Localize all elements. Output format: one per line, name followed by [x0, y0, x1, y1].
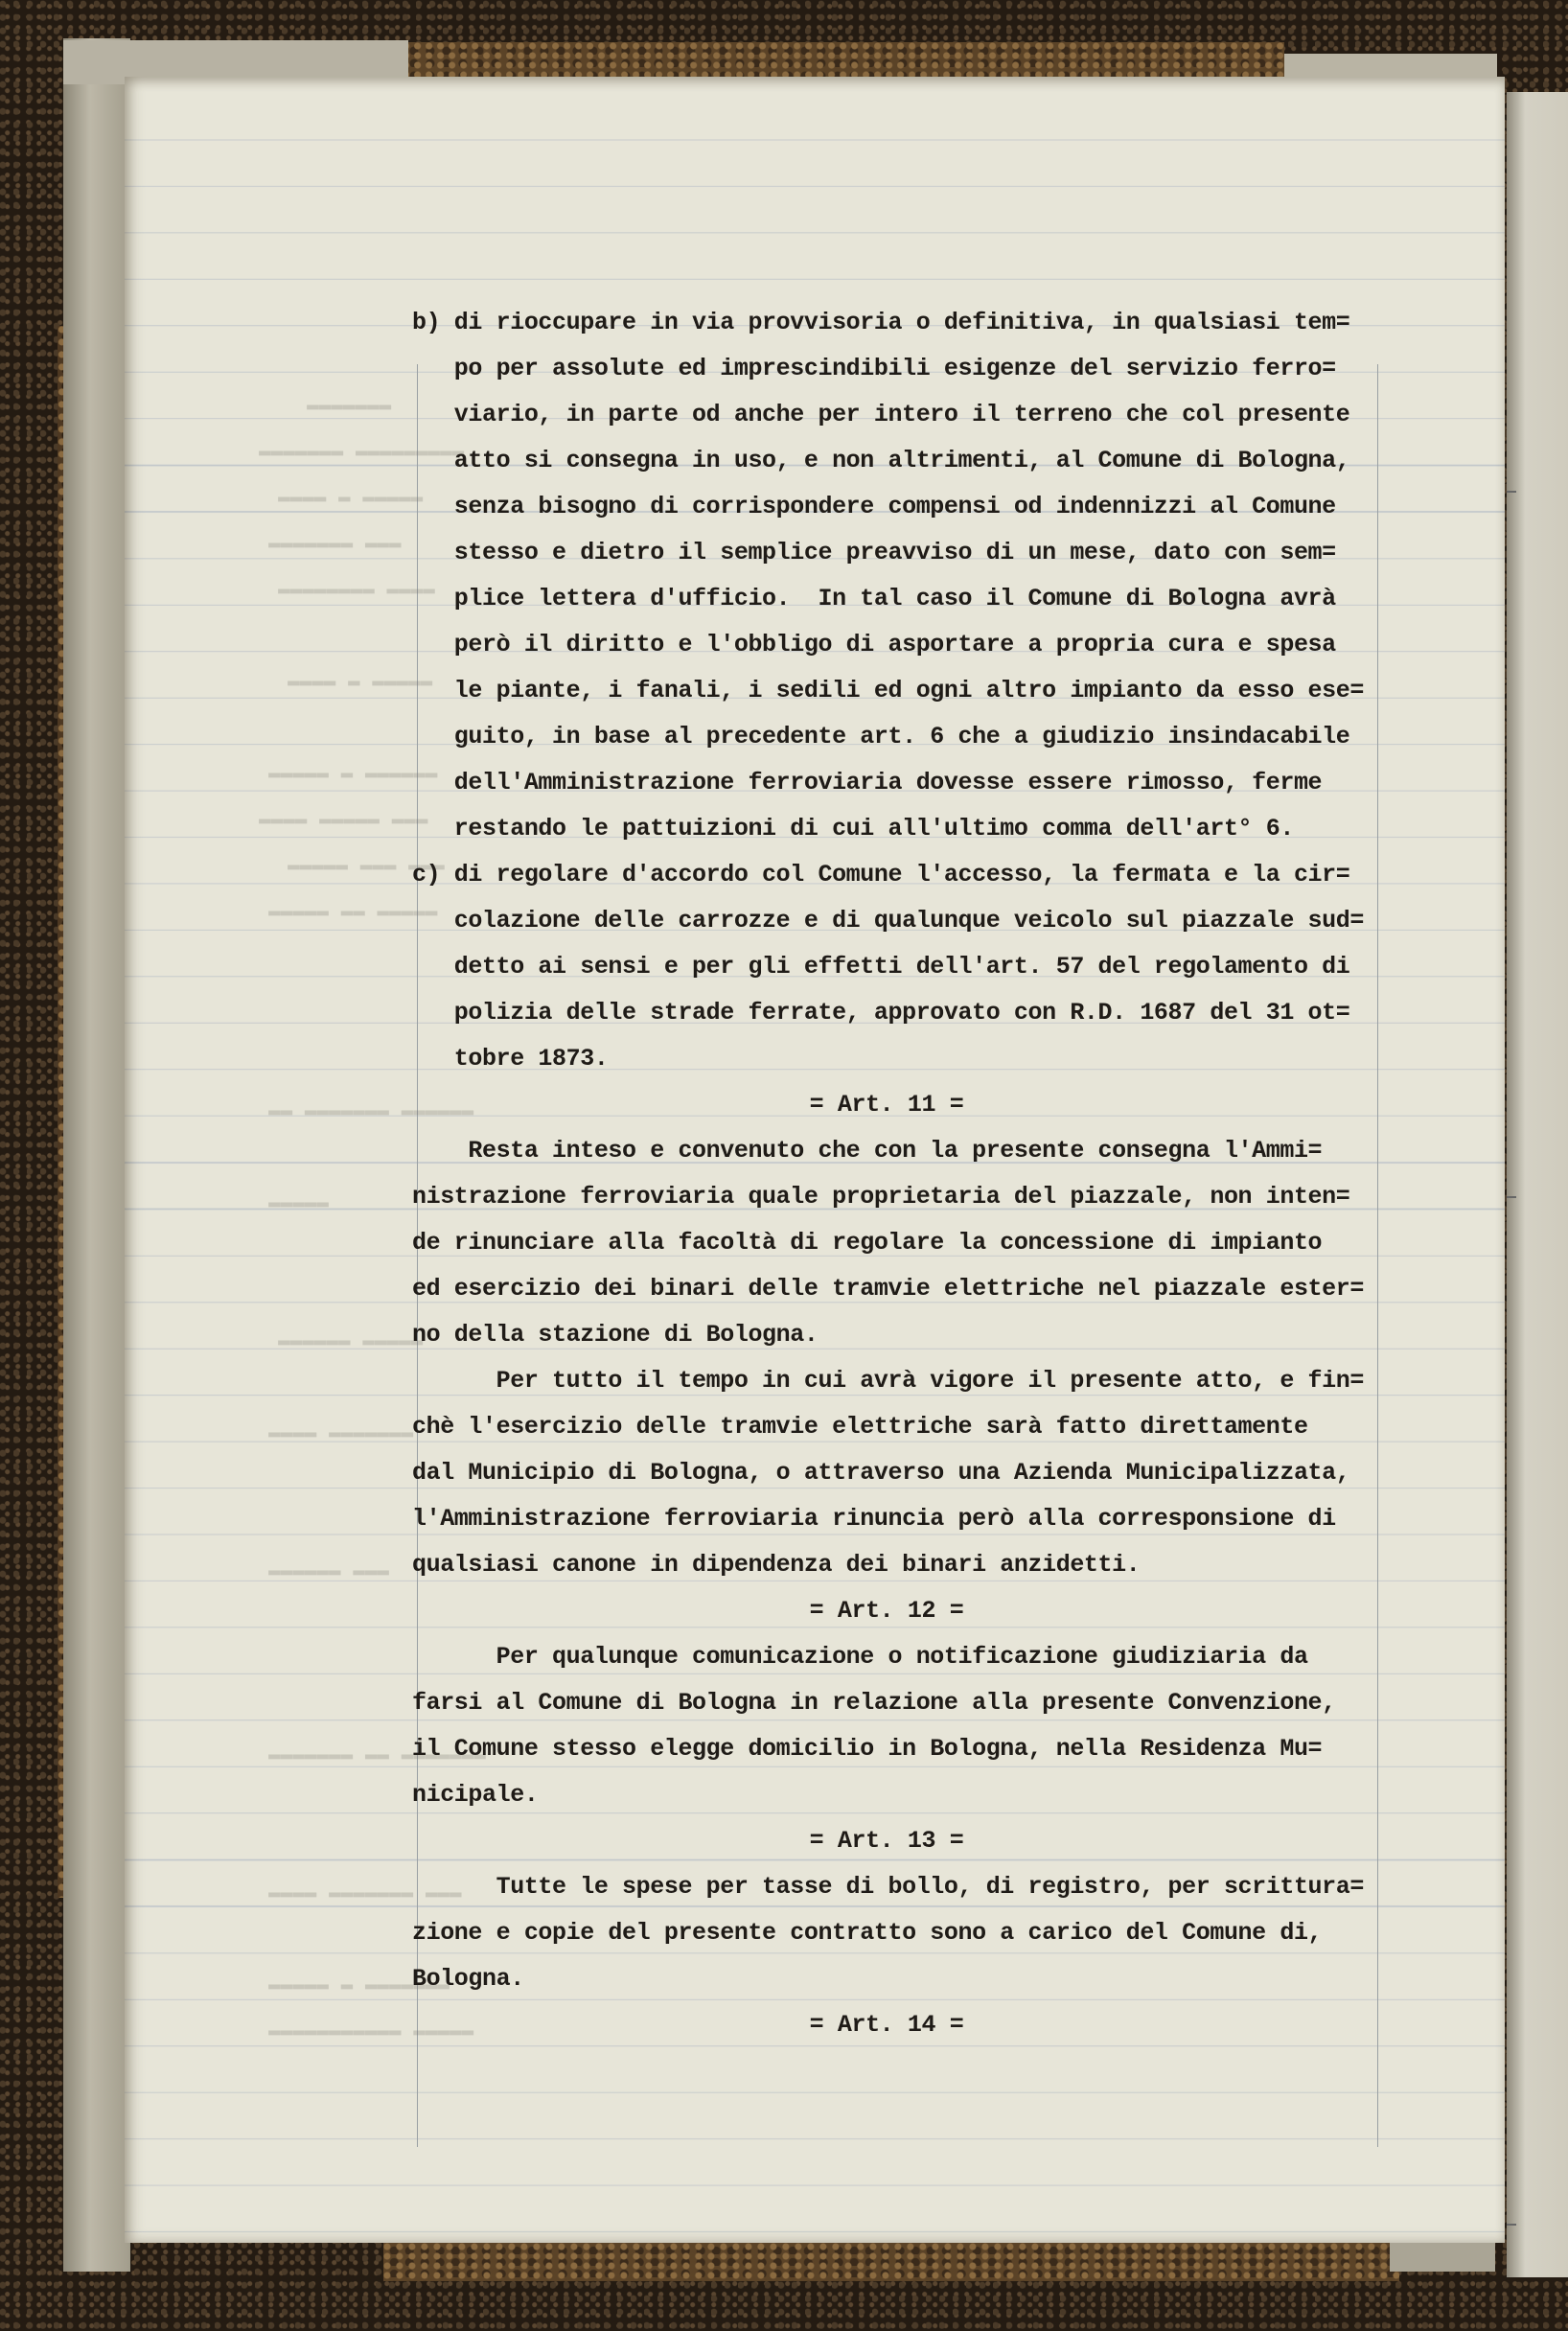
text-line: senza bisogno di corrispondere compensi od indennizzi al Comune: [412, 493, 1336, 520]
text-line: Tutte le spese per tasse di bollo, di registro, per scrittura=: [412, 1873, 1364, 1901]
text-line: atto si consegna in uso, e non altrimenti, al Comune di Bologna,: [412, 447, 1350, 474]
text-line: ed esercizio dei binari delle tramvie elettriche nel piazzale ester=: [412, 1275, 1364, 1303]
text-line: guito, in base al precedente art. 6 che a giudizio insindacabile: [412, 723, 1350, 750]
binding-edge-left: [63, 38, 130, 2272]
text-line: Per qualunque comunicazione o notificazione giudiziaria da: [412, 1643, 1308, 1671]
text-line: Resta inteso e convenuto che con la presente consegna l'Ammi=: [412, 1137, 1323, 1165]
text-line: colazione delle carrozze e di qualunque veicolo sul piazzale sud=: [412, 907, 1364, 935]
text-line: Bologna.: [412, 1965, 524, 1993]
text-line: Per tutto il tempo in cui avrà vigore il presente atto, e fin=: [412, 1367, 1364, 1395]
article-heading: = Art. 12 =: [809, 1597, 964, 1625]
text-line: le piante, i fanali, i sedili ed ogni altro impianto da esso ese=: [412, 677, 1364, 704]
text-line: il Comune stesso elegge domicilio in Bologna, nella Residenza Mu=: [412, 1735, 1323, 1763]
text-line: de rinunciare alla facoltà di regolare la concessione di impianto: [412, 1229, 1323, 1257]
text-line: plice lettera d'ufficio. In tal caso il Comune di Bologna avrà: [412, 585, 1336, 612]
text-line: nicipale.: [412, 1781, 539, 1809]
text-line: farsi al Comune di Bologna in relazione alla presente Convenzione,: [412, 1689, 1336, 1717]
text-line: nistrazione ferroviaria quale proprietaria del piazzale, non inten=: [412, 1183, 1350, 1211]
text-line: però il diritto e l'obbligo di asportare a propria cura e spesa: [412, 631, 1336, 658]
text-line: viario, in parte od anche per intero il terreno che col presente: [412, 401, 1350, 428]
text-line: no della stazione di Bologna.: [412, 1321, 819, 1349]
text-line: zione e copie del presente contratto sono a carico del Comune di,: [412, 1919, 1323, 1947]
text-line: qualsiasi canone in dipendenza dei binari anzidetti.: [412, 1551, 1141, 1579]
text-line: dell'Amministrazione ferroviaria dovesse essere rimosso, ferme: [412, 769, 1323, 796]
article-heading: = Art. 13 =: [809, 1827, 964, 1855]
next-page-edge: [1507, 92, 1568, 2277]
text-line: l'Amministrazione ferroviaria rinuncia però alla corresponsione di: [412, 1505, 1336, 1533]
article-heading: = Art. 11 =: [809, 1091, 964, 1119]
text-line: detto ai sensi e per gli effetti dell'art. 57 del regolamento di: [412, 953, 1350, 981]
text-line: po per assolute ed imprescindibili esigenze del servizio ferro=: [412, 355, 1336, 382]
text-line: dal Municipio di Bologna, o attraverso una Azienda Municipalizzata,: [412, 1459, 1350, 1487]
text-line: chè l'esercizio delle tramvie elettriche sarà fatto direttamente: [412, 1413, 1308, 1441]
text-line: polizia delle strade ferrate, approvato con R.D. 1687 del 31 ot=: [412, 999, 1350, 1027]
text-line: c) di regolare d'accordo col Comune l'accesso, la fermata e la cir=: [412, 861, 1350, 889]
text-line: tobre 1873.: [412, 1045, 609, 1073]
text-line: restando le pattuizioni di cui all'ultimo comma dell'art° 6.: [412, 815, 1294, 842]
marbled-cover-bottom: [383, 2243, 1399, 2281]
text-line: b) di rioccupare in via provvisoria o definitiva, in qualsiasi tem=: [412, 309, 1350, 336]
typed-page: ▬▬▬▬▬▬▬ ▬▬▬▬▬▬▬ ▬▬▬▬▬▬▬▬▬ ▬▬▬▬ ▬ ▬▬▬▬▬ ▬▬▬▬▬▬▬ ▬▬▬ ▬▬▬▬▬▬▬▬ ▬▬▬▬ ▬▬▬▬ ▬ ▬▬▬▬▬ ▬▬▬▬▬ ▬ ▬▬▬▬▬▬ ▬▬▬▬ ▬▬▬▬▬ ▬▬▬ ▬▬▬▬▬ ▬▬▬ ▬▬▬ ▬▬▬▬▬ ▬▬ ▬▬▬▬▬ ▬▬ ▬▬▬▬▬▬▬ ▬▬▬▬▬▬ ▬▬▬▬▬ ▬▬▬▬▬▬ ▬▬▬▬▬ ▬▬▬▬ ▬▬▬▬▬▬▬ ▬▬▬▬▬▬ ▬▬▬ ▬▬▬▬▬▬▬ ▬▬ ▬▬▬▬▬▬▬ ▬▬▬▬ ▬▬▬▬▬▬▬ ▬▬▬ ▬▬▬▬▬ ▬ ▬▬▬▬▬▬▬ ▬▬▬▬▬▬▬▬▬▬▬ ▬▬▬▬▬: [125, 77, 1505, 2243]
article-heading: = Art. 14 =: [809, 2011, 964, 2039]
typewritten-text: [412, 300, 1409, 2048]
text-line: stesso e dietro il semplice preavviso di un mese, dato con sem=: [412, 539, 1336, 566]
